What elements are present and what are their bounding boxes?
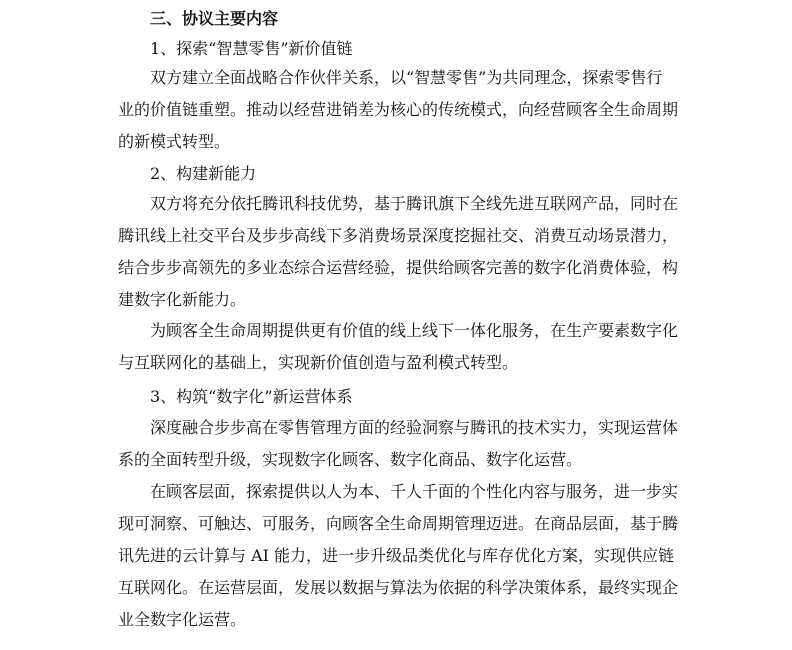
item-3-paragraph-2 (118, 476, 678, 636)
paragraph-line: 与互联网化的基础上，实现新价值创造与盈利模式转型。 (118, 353, 519, 372)
paragraph-line: 现可洞察、可触达、可服务，向顾客全生命周期管理迈进。在商品层面，基于腾 (118, 514, 678, 533)
paragraph-line: 结合步步高领先的多业态综合运营经验，提供给顾客完善的数字化消费体验，构 (118, 258, 678, 277)
paragraph-line: 在顾客层面，探索提供以人为本、千人千面的个性化内容与服务，进一步实 (150, 482, 678, 501)
paragraph-line: 双方将充分依托腾讯科技优势，基于腾讯旗下全线先进互联网产品，同时在 (150, 194, 678, 213)
paragraph-line: 业全数字化运营。 (118, 610, 247, 629)
paragraph-line: 系的全面转型升级，实现数字化顾客、数字化商品、数字化运营。 (118, 450, 583, 469)
item-2-paragraph-1 (118, 188, 678, 316)
section-heading: 三、协议主要内容 (150, 9, 279, 28)
paragraph-line: 双方建立全面战略合作伙伴关系，以“智慧零售”为共同理念，探索零售行 (150, 68, 663, 87)
paragraph-line: 为顾客全生命周期提供更有价值的线上线下一体化服务，在生产要素数字化 (150, 321, 678, 340)
item-3-title: 3、构筑“数字化”新运营体系 (150, 387, 353, 406)
paragraph-line: 业的价值链重塑。推动以经营进销差为核心的传统模式，向经营顾客全生命周期 (118, 100, 678, 119)
paragraph-line: 建数字化新能力。 (118, 290, 247, 309)
item-3-paragraph-1 (118, 412, 678, 476)
paragraph-line: 讯先进的云计算与 AI 能力，进一步升级品类优化与库存优化方案，实现供应链 (118, 546, 675, 565)
paragraph-line: 深度融合步步高在零售管理方面的经验洞察与腾讯的技术实力，实现运营体 (150, 418, 678, 437)
item-1-paragraph-1 (118, 62, 678, 158)
item-2-paragraph-2 (118, 315, 678, 379)
item-2-title: 2、构建新能力 (150, 164, 257, 183)
paragraph-line: 的新模式转型。 (118, 132, 231, 151)
paragraph-line: 腾讯线上社交平台及步步高线下多消费场景深度挖掘社交、消费互动场景潜力， (118, 226, 678, 245)
paragraph-line: 互联网化。在运营层面，发展以数据与算法为依据的科学决策体系，最终实现企 (118, 578, 678, 597)
item-1-title: 1、探索“智慧零售”新价值链 (150, 39, 353, 58)
